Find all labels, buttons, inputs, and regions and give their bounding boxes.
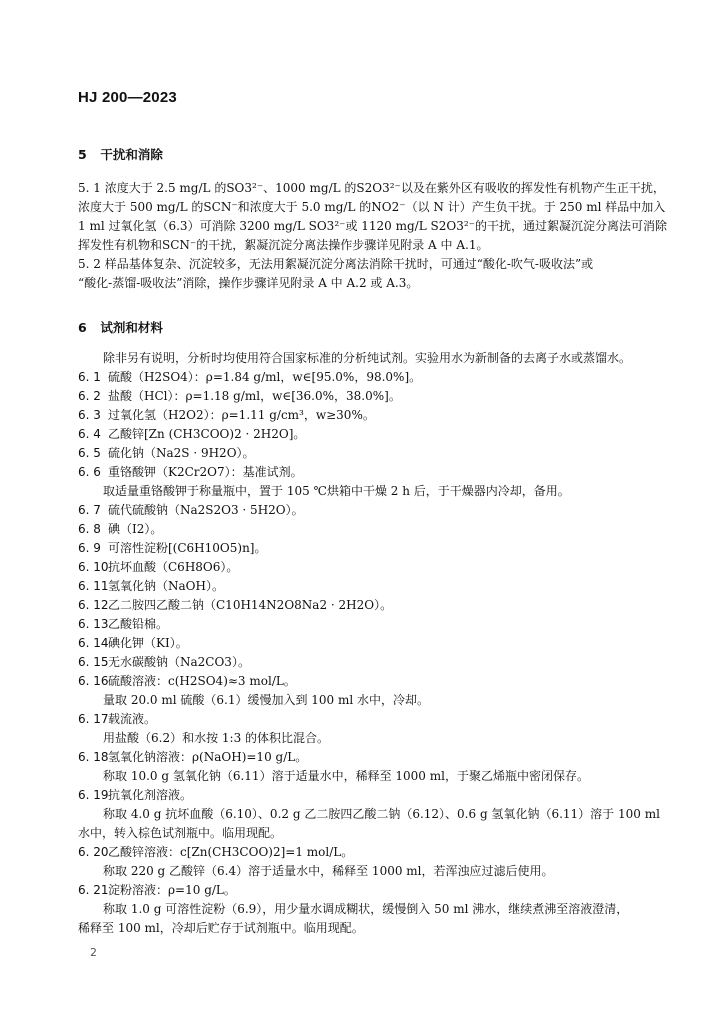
item-number: 6. 10 <box>78 560 109 574</box>
item-text: 氢氧化钠（NaOH）。 <box>108 579 224 593</box>
reagent-line <box>78 787 668 803</box>
item-text: 盐酸（HCl）：ρ=1.18 g/ml，w∈[36.0%，38.0%]。 <box>108 389 401 403</box>
item-number: 6. 16 <box>78 674 109 688</box>
item-number: 6. 21 <box>78 883 109 897</box>
item-number: 6. 19 <box>78 788 109 802</box>
reagent-line <box>78 597 668 613</box>
section-title: 干扰和消除 <box>100 147 163 162</box>
item-text: 重铬酸钾（K2Cr2O7）：基准试剂。 <box>108 465 303 479</box>
item-number: 6. 7 <box>78 503 101 517</box>
reagent-line <box>78 749 668 765</box>
item-text: 过氧化氢（H2O2）：ρ=1.11 g/cm³，w≥30%。 <box>108 408 375 422</box>
item-text: 抗坏血酸（C6H8O6）。 <box>108 560 239 574</box>
item-number: 6. 5 <box>78 446 101 460</box>
item-text: 抗氧化剂溶液。 <box>108 788 193 802</box>
item-number: 6. 15 <box>78 655 109 669</box>
reagent-line <box>78 369 668 385</box>
item-text: 可溶性淀粉[(C6H10O5)n]。 <box>108 541 267 555</box>
item-text: 碘化钾（KI）。 <box>108 636 188 650</box>
item-text: 氢氧化钠溶液：ρ(NaOH)=10 g/L。 <box>108 750 308 764</box>
item-text: 乙二胺四乙酸二钠（C10H14N2O8Na2 · 2H2O）。 <box>108 598 393 612</box>
reagent-line <box>78 464 668 480</box>
item-number: 6. 20 <box>78 845 109 859</box>
item-number: 6. 2 <box>78 389 101 403</box>
item-text: 硫酸溶液：c(H2SO4)≈3 mol/L。 <box>108 674 296 688</box>
reagent-line <box>78 445 668 461</box>
item-number: 6. 1 <box>78 370 101 384</box>
reagent-line <box>78 654 668 670</box>
item-number: 6. 12 <box>78 598 109 612</box>
item-number: 6. 8 <box>78 522 101 536</box>
section-5-line-5: 5. 2 样品基体复杂、沉淀较多，无法用絮凝沉淀分离法消除干扰时，可通过“酸化-吹气-吸收法”或 <box>78 257 594 271</box>
item-number: 6. 13 <box>78 617 109 631</box>
item-text: 硫酸（H2SO4）：ρ=1.84 g/ml，w∈[95.0%，98.0%]。 <box>108 370 422 384</box>
section-5-line-1: 5. 1 浓度大于 2.5 mg/L 的SO3²⁻、1000 mg/L 的S2O3²⁻以及在紫外区有吸收的挥发性有机物产生正干扰， <box>78 181 665 195</box>
page-number: 2 <box>90 946 97 959</box>
reagent-line <box>78 844 668 860</box>
item-text: 无水碳酸钠（Na2CO3）。 <box>108 655 250 669</box>
reagent-line <box>78 711 668 727</box>
section-title: 试剂和材料 <box>100 320 163 335</box>
document-number: HJ 200—2023 <box>78 89 177 106</box>
reagent-line <box>78 616 668 632</box>
section-6-heading <box>78 318 163 336</box>
reagent-line: 水中，转入棕色试剂瓶中。临用现配。 <box>78 826 283 840</box>
reagent-line: 称取 220 g 乙酸锌（6.4）溶于适量水中，稀释至 1000 ml，若浑浊应过滤后使用。 <box>103 864 554 878</box>
reagent-line: 称取 10.0 g 氢氧化钠（6.11）溶于适量水中，稀释至 1000 ml，于聚乙烯瓶中密闭保存。 <box>103 769 589 783</box>
item-number: 6. 3 <box>78 408 101 422</box>
reagent-line <box>78 882 668 898</box>
item-text: 乙酸铅棉。 <box>108 617 169 631</box>
section-number: 6 <box>78 320 87 335</box>
reagent-line: 量取 20.0 ml 硫酸（6.1）缓慢加入到 100 ml 水中，冷却。 <box>103 693 430 707</box>
item-text: 载流液。 <box>108 712 157 726</box>
section-5-line-6: “酸化-蒸馏-吸收法”消除，操作步骤详见附录 A 中 A.2 或 A.3。 <box>78 276 419 290</box>
section-5-heading <box>78 145 163 163</box>
item-number: 6. 11 <box>78 579 109 593</box>
item-text: 淀粉溶液：ρ=10 g/L。 <box>108 883 236 897</box>
reagent-line: 稀释至 100 ml，冷却后贮存于试剂瓶中。临用现配。 <box>78 921 364 935</box>
item-number: 6. 6 <box>78 465 101 479</box>
reagent-line <box>78 635 668 651</box>
item-number: 6. 17 <box>78 712 109 726</box>
reagent-line: 称取 4.0 g 抗坏血酸（6.10）、0.2 g 乙二胺四乙酸二钠（6.12）、0.6 g 氢氧化钠（6.11）溶于 100 ml <box>103 807 660 821</box>
reagent-line <box>78 540 668 556</box>
item-number: 6. 14 <box>78 636 109 650</box>
item-text: 碘（I2）。 <box>108 522 163 536</box>
section-5-line-4: 挥发性有机物和SCN⁻的干扰，絮凝沉淀分离法操作步骤详见附录 A 中 A.1。 <box>78 238 489 252</box>
section-5-line-3: 1 ml 过氧化氢（6.3）可消除 3200 mg/L SO3²⁻或 1120 mg/L S2O3²⁻的干扰，通过絮凝沉淀分离法可消除 <box>78 219 667 233</box>
item-text: 乙酸锌[Zn (CH3COO)2 · 2H2O]。 <box>108 427 306 441</box>
item-text: 硫化钠（Na2S · 9H2O）。 <box>108 446 255 460</box>
item-number: 6. 18 <box>78 750 109 764</box>
reagent-line <box>78 502 668 518</box>
item-text: 乙酸锌溶液：c[Zn(CH3COO)2]=1 mol/L。 <box>108 845 354 859</box>
reagent-line <box>78 426 668 442</box>
reagent-line <box>78 673 668 689</box>
reagent-line: 取适量重铬酸钾于称量瓶中，置于 105 ℃烘箱中干燥 2 h 后，于干燥器内冷却，备用。 <box>103 484 570 498</box>
reagent-line <box>78 388 668 404</box>
item-number: 6. 9 <box>78 541 101 555</box>
reagent-line <box>78 521 668 537</box>
item-number: 6. 4 <box>78 427 101 441</box>
section-6-intro: 除非另有说明，分析时均使用符合国家标准的分析纯试剂。实验用水为新制备的去离子水或蒸馏水。 <box>103 351 632 365</box>
reagent-line <box>78 578 668 594</box>
reagent-line: 称取 1.0 g 可溶性淀粉（6.9），用少量水调成糊状，缓慢倒入 50 ml 沸水，继续煮沸至溶液澄清， <box>103 902 629 916</box>
reagent-line <box>78 559 668 575</box>
reagent-line: 用盐酸（6.2）和水按 1:3 的体积比混合。 <box>103 731 330 745</box>
section-5-line-2: 浓度大于 500 mg/L 的SCN⁻和浓度大于 5.0 mg/L 的NO2⁻（以 N 计）产生负干扰。于 250 ml 样品中加入 <box>78 200 666 214</box>
section-number: 5 <box>78 147 87 162</box>
item-text: 硫代硫酸钠（Na2S2O3 · 5H2O）。 <box>108 503 304 517</box>
reagent-line <box>78 407 668 423</box>
